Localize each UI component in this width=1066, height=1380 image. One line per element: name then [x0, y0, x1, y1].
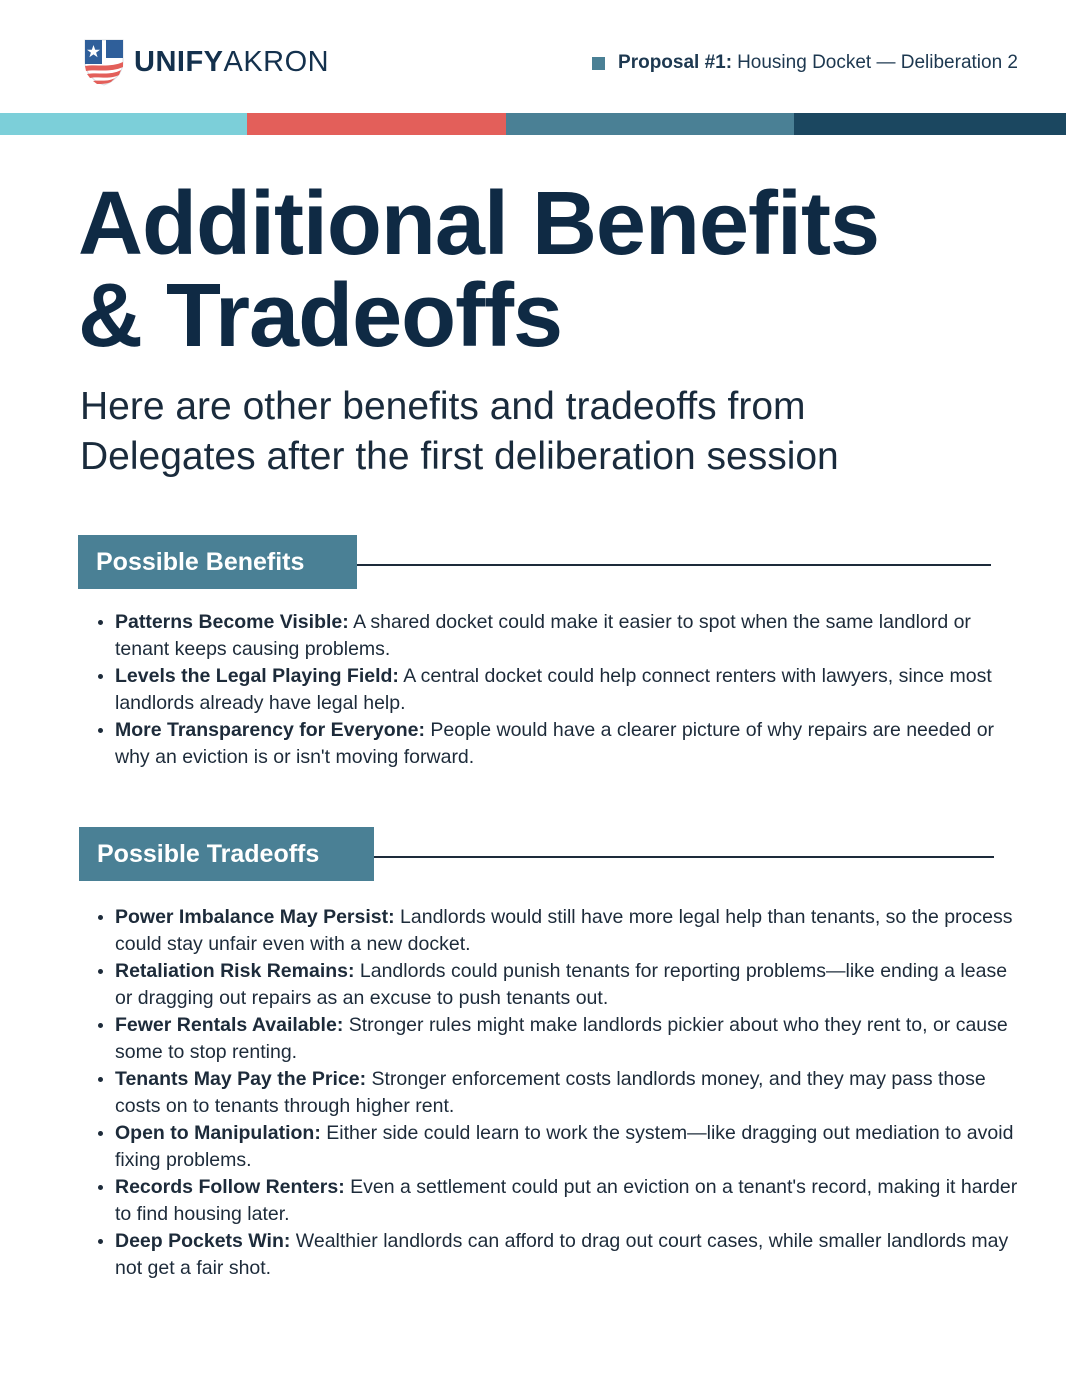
- list-item: • Patterns Become Visible: A shared docket could make it easier to spot when the same landlord or tenant keeps causing problems.: [115, 609, 1025, 663]
- list-item: • Tenants May Pay the Price: Stronger enforcement costs landlords money, and they may pass those costs on to tenants through higher rent.: [115, 1066, 1025, 1120]
- stripe-teal: [0, 113, 247, 135]
- stripe-steel: [506, 113, 794, 135]
- stripe-navy: [794, 113, 1066, 135]
- page-subtitle: [80, 382, 980, 482]
- benefits-heading-rule: [357, 564, 991, 566]
- page-title: [78, 174, 880, 366]
- list-item: • More Transparency for Everyone: People would have a clearer picture of why repairs are needed or why an eviction is or isn't moving forward.: [115, 717, 1025, 771]
- title-line-2: & Tradeoffs: [78, 266, 563, 366]
- shield-flag-icon: [82, 38, 126, 86]
- stripe-coral: [247, 113, 506, 135]
- tradeoffs-list: [88, 904, 1025, 1282]
- square-bullet-icon: [592, 57, 605, 70]
- logo-wordmark: UNIFYAKRON: [134, 45, 330, 78]
- proposal-text: Housing Docket — Deliberation 2: [737, 52, 1018, 73]
- list-item: • Records Follow Renters: Even a settlement could put an eviction on a tenant's record, making it harder to find housing later.: [115, 1174, 1025, 1228]
- title-line-1: Additional Benefits: [78, 174, 880, 274]
- tradeoffs-heading-rule: [374, 856, 994, 858]
- benefits-heading-label: Possible Benefits: [78, 535, 357, 589]
- list-item: • Retaliation Risk Remains: Landlords could punish tenants for reporting problems—like ending a lease or dragging out repairs as an excuse to push tenants out.: [115, 958, 1025, 1012]
- proposal-label: Proposal #1:: [618, 52, 733, 73]
- benefits-heading: [78, 535, 991, 589]
- tradeoffs-heading-label: Possible Tradeoffs: [79, 827, 374, 881]
- proposal-tag: [592, 52, 1018, 74]
- subtitle-line-2: Delegates after the first deliberation session: [80, 435, 839, 478]
- subtitle-line-1: Here are other benefits and tradeoffs from: [80, 385, 806, 428]
- page-header: [0, 0, 1066, 112]
- list-item: • Levels the Legal Playing Field: A central docket could help connect renters with lawyers, since most landlords already have legal help.: [115, 663, 1025, 717]
- list-item: • Deep Pockets Win: Wealthier landlords can afford to drag out court cases, while smaller landlords may not get a fair shot.: [115, 1228, 1025, 1282]
- list-item: • Open to Manipulation: Either side could learn to work the system—like dragging out mediation to avoid fixing problems.: [115, 1120, 1025, 1174]
- color-stripe: [0, 113, 1066, 135]
- tradeoffs-heading: [79, 827, 994, 881]
- list-item: • Fewer Rentals Available: Stronger rules might make landlords pickier about who they rent to, or cause some to stop renting.: [115, 1012, 1025, 1066]
- benefits-list: [88, 609, 1025, 771]
- list-item: • Power Imbalance May Persist: Landlords would still have more legal help than tenants, so the process could stay unfair even with a new docket.: [115, 904, 1025, 958]
- unify-akron-logo: [82, 38, 329, 86]
